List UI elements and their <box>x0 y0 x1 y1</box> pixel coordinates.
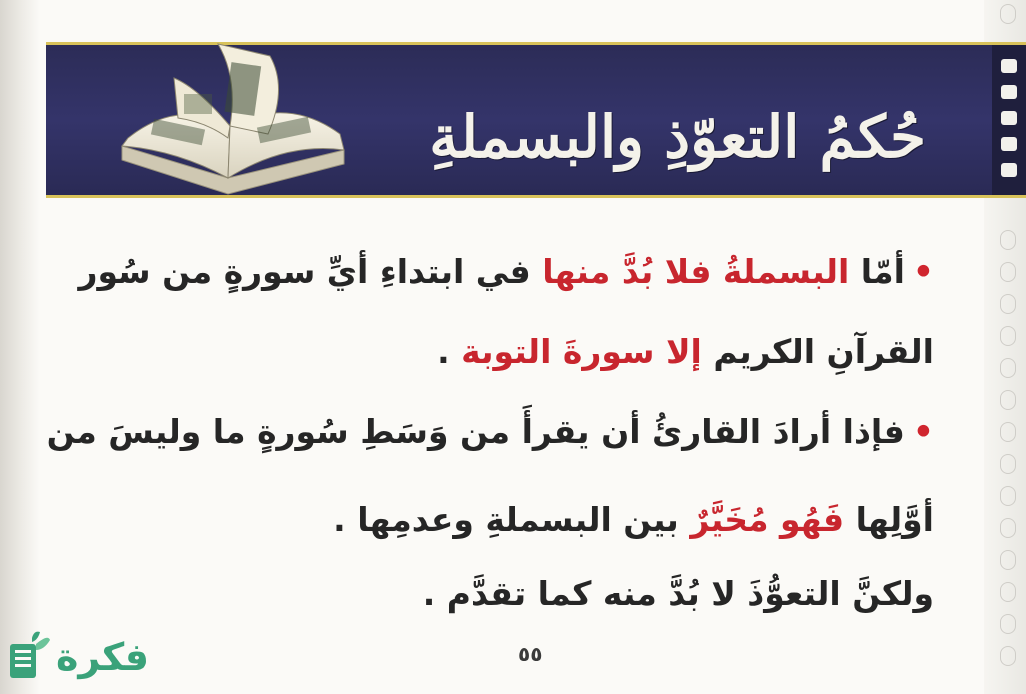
margin-ring <box>1000 390 1016 410</box>
margin-ring <box>1000 518 1016 538</box>
bullet: • <box>912 412 934 451</box>
text-run: . <box>437 332 462 371</box>
page-title: حُكمُ التعوّذِ والبسملةِ <box>429 103 926 171</box>
text-line-2 <box>437 332 934 371</box>
text-line-3 <box>47 412 934 451</box>
margin-ring <box>1000 326 1016 346</box>
film-strip-decoration <box>992 45 1026 195</box>
text-line-1 <box>78 252 934 291</box>
highlighted-text: إلا سورةَ التوبة <box>461 332 702 371</box>
margin-ring <box>1000 262 1016 282</box>
film-hole <box>1001 59 1017 73</box>
margin-ring <box>1000 422 1016 442</box>
margin-ring <box>1000 454 1016 474</box>
page-number: ٥٥ <box>518 642 543 666</box>
text-line-4 <box>333 500 934 539</box>
highlighted-text: البسملةُ فلا بُدَّ منها <box>542 252 850 291</box>
margin-ring <box>1000 646 1016 666</box>
margin-ring <box>1000 230 1016 250</box>
text-run: فإذا أرادَ القارئُ أن يقرأَ من وَسَطِ سُورةٍ ما وليسَ من <box>46 412 905 451</box>
watermark-logo <box>2 630 149 684</box>
margin-ring <box>1000 614 1016 634</box>
margin-ring <box>1000 294 1016 314</box>
film-hole <box>1001 163 1017 177</box>
text-run: أمّا <box>849 252 905 291</box>
text-line-5 <box>423 574 934 613</box>
margin-ring <box>1000 550 1016 570</box>
margin-ring <box>1000 4 1016 24</box>
margin-ring <box>1000 582 1016 602</box>
bullet: • <box>912 252 934 291</box>
open-book-icon <box>118 38 348 198</box>
margin-ring <box>1000 486 1016 506</box>
text-run: في ابتداءِ أيِّ سورةٍ من سُور <box>78 252 543 291</box>
book-leaf-icon <box>2 630 52 684</box>
highlighted-text: فَهُو مُخَيَّرٌ <box>690 500 845 539</box>
film-hole <box>1001 137 1017 151</box>
text-run: بين البسملةِ وعدمِها . <box>333 500 691 539</box>
film-hole <box>1001 85 1017 99</box>
page-edge-shadow <box>0 0 40 694</box>
film-hole <box>1001 111 1017 125</box>
margin-ring <box>1000 358 1016 378</box>
text-run: ولكنَّ التعوُّذَ لا بُدَّ منه كما تقدَّم . <box>422 574 934 613</box>
watermark-text: فكرة <box>56 635 150 679</box>
text-run: القرآنِ الكريم <box>701 332 934 371</box>
text-run: أوَّلِها <box>844 500 934 539</box>
